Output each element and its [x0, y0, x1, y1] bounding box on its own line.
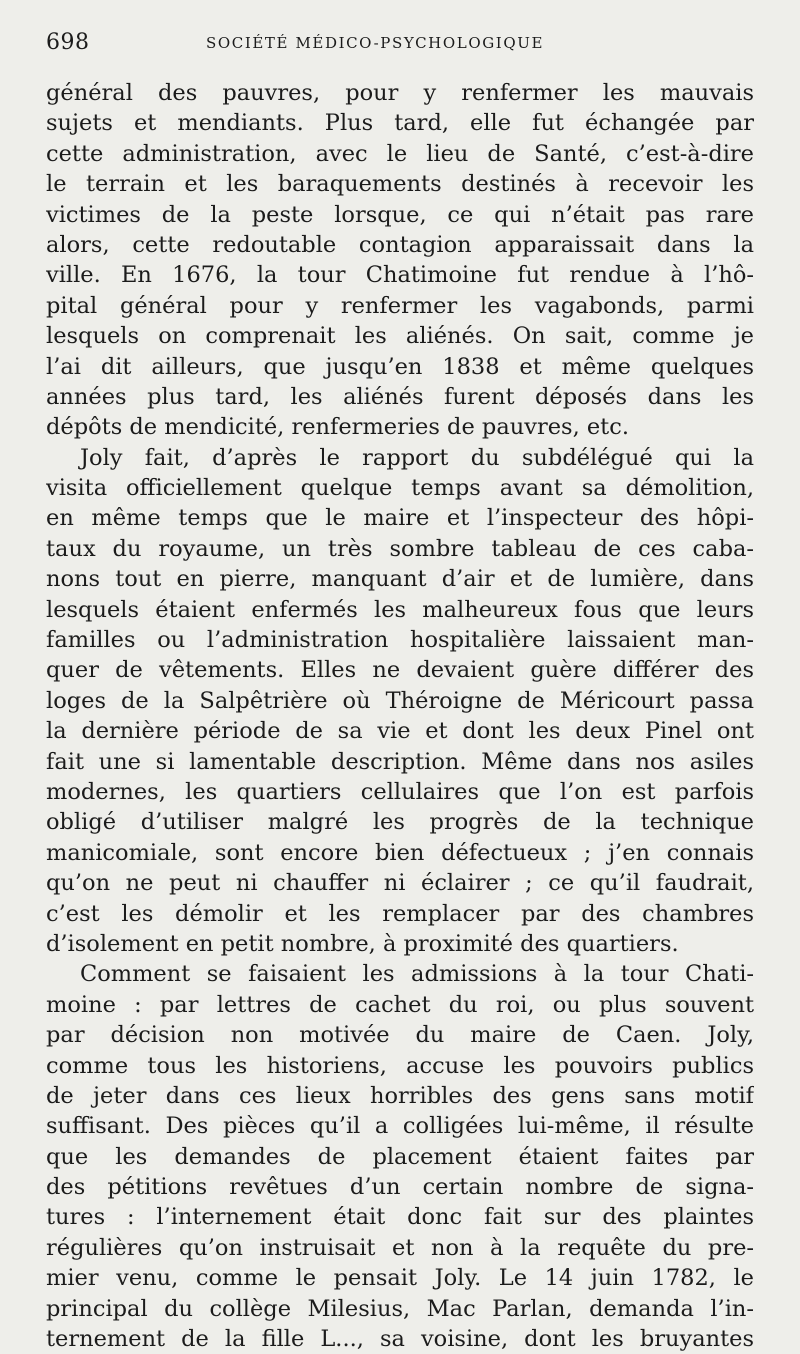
text-line: loges de la Salpêtrière où Théroigne de Méricourt passa — [46, 687, 754, 714]
text-line: moine : par lettres de cachet du roi, ou plus souvent — [46, 991, 754, 1018]
text-line: quer de vêtements. Elles ne devaient guère différer des — [46, 657, 754, 684]
running-title: SOCIÉTÉ MÉDICO-PSYCHOLOGIQUE — [206, 34, 545, 52]
text-line: mier venu, comme le pensait Joly. Le 14 juin 1782, le — [46, 1265, 754, 1292]
text-line: sujets et mendiants. Plus tard, elle fut échangée par — [46, 110, 754, 137]
text-line: ville. En 1676, la tour Chatimoine fut rendue à l’hô- — [46, 262, 754, 289]
paragraph-first-line: Comment se faisaient les admissions à la tour Chati- — [80, 961, 754, 988]
paragraph-last-line: dépôts de mendicité, renfermeries de pauvres, etc. — [46, 414, 629, 441]
text-line: fait une si lamentable description. Même dans nos asiles — [46, 748, 754, 775]
text-line: obligé d’utiliser malgré les progrès de la technique — [46, 809, 754, 836]
text-line: victimes de la peste lorsque, ce qui n’était pas rare — [46, 201, 754, 228]
text-line: que les demandes de placement étaient faites par — [46, 1143, 754, 1170]
text-line: l’ai dit ailleurs, que jusqu’en 1838 et même quelques — [46, 353, 754, 380]
paragraph-last-line: d’isolement en petit nombre, à proximité des quartiers. — [46, 930, 679, 957]
text-line: ternement de la fille L..., sa voisine, dont les bruyantes — [46, 1326, 754, 1353]
text-line: tures : l’internement était donc fait sur des plaintes — [46, 1204, 754, 1231]
text-line: en même temps que le maire et l’inspecteur des hôpi- — [46, 505, 754, 532]
text-line: alors, cette redoutable contagion apparaissait dans la — [46, 231, 754, 258]
text-line: la dernière période de sa vie et dont les deux Pinel ont — [46, 718, 754, 745]
text-line: cette administration, avec le lieu de Santé, c’est-à-dire — [46, 140, 754, 167]
text-line: suffisant. Des pièces qu’il a colligées lui-même, il résulte — [46, 1113, 754, 1140]
body-text — [46, 78, 754, 1354]
text-line: pital général pour y renfermer les vagabonds, parmi — [46, 292, 754, 319]
text-line: général des pauvres, pour y renfermer les mauvais — [46, 80, 754, 106]
text-line: régulières qu’on instruisait et non à la requête du pre- — [46, 1234, 754, 1261]
text-line: par décision non motivée du maire de Caen. Joly, — [46, 1022, 754, 1049]
page-number: 698 — [46, 30, 90, 55]
text-line: lesquels étaient enfermés les malheureux fous que leurs — [46, 596, 754, 623]
text-line: qu’on ne peut ni chauffer ni éclairer ; ce qu’il faudrait, — [46, 870, 754, 897]
text-line: familles ou l’administration hospitalière laissaient man- — [46, 627, 754, 654]
text-line: nons tout en pierre, manquant d’air et de lumière, dans — [46, 566, 754, 593]
page-header — [46, 28, 754, 68]
text-line: visita officiellement quelque temps avant sa démolition, — [46, 475, 754, 502]
text-line: c’est les démolir et les remplacer par des chambres — [46, 900, 754, 927]
text-line: années plus tard, les aliénés furent déposés dans les — [46, 383, 754, 410]
text-line: de jeter dans ces lieux horribles des gens sans motif — [46, 1082, 754, 1109]
text-line: taux du royaume, un très sombre tableau de ces caba- — [46, 535, 754, 562]
text-line: modernes, les quartiers cellulaires que l’on est parfois — [46, 778, 754, 805]
text-line: comme tous les historiens, accuse les pouvoirs publics — [46, 1052, 754, 1079]
text-line: lesquels on comprenait les aliénés. On sait, comme je — [46, 323, 754, 350]
text-line: manicomiale, sont encore bien défectueux ; j’en connais — [46, 839, 754, 866]
text-line: des pétitions revêtues d’un certain nombre de signa- — [46, 1174, 754, 1201]
text-line: principal du collège Milesius, Mac Parlan, demanda l’in- — [46, 1295, 754, 1322]
paragraph-first-line: Joly fait, d’après le rapport du subdélégué qui la — [80, 444, 754, 471]
text-line: le terrain et les baraquements destinés à recevoir les — [46, 171, 754, 198]
